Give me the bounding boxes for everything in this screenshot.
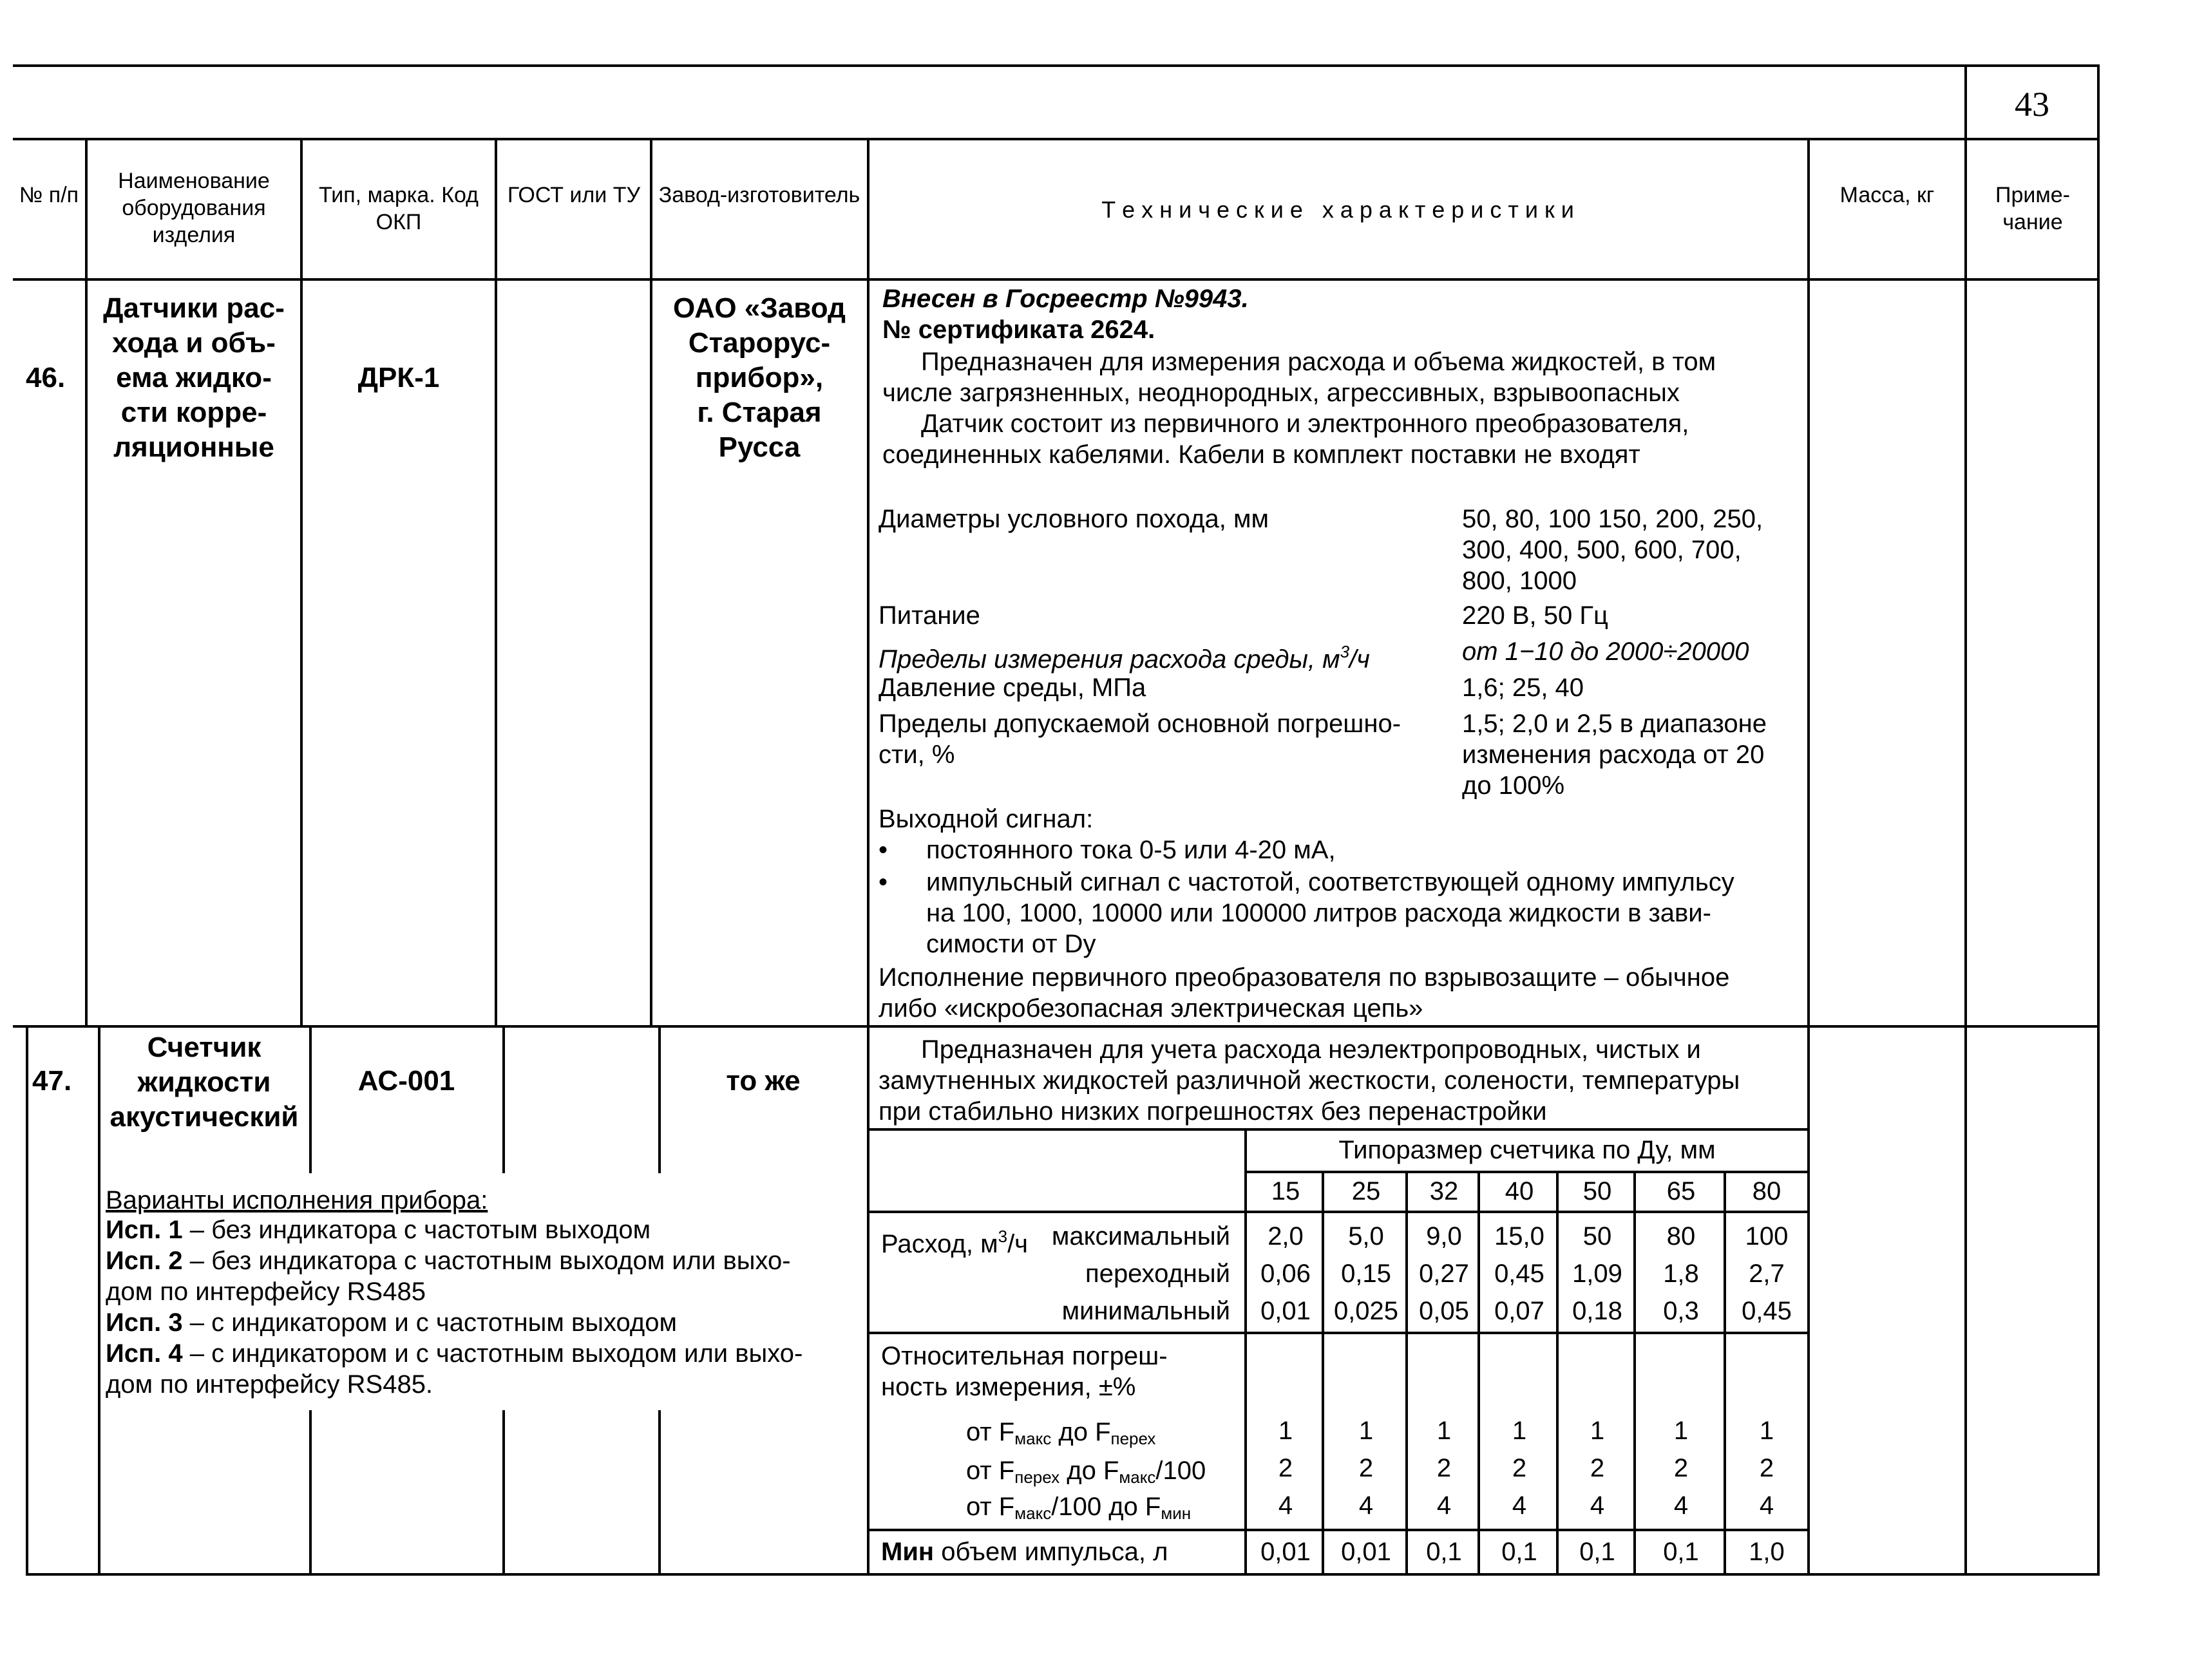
err-sub: мин xyxy=(1161,1504,1192,1523)
err-post: /100 xyxy=(1155,1457,1206,1485)
output-bullet: на 100, 1000, 10000 или 100000 литров расхода жидкости в зави- xyxy=(926,899,1711,927)
row47-name-line: жидкости xyxy=(137,1066,271,1098)
row46-name-line: ляционные xyxy=(113,431,274,463)
flow-cell: 0,07 xyxy=(1494,1297,1544,1325)
flow-cell: 0,06 xyxy=(1260,1260,1311,1288)
err-pre: от F xyxy=(966,1418,1015,1446)
size-cell: 65 xyxy=(1666,1177,1696,1205)
pulse-cell: 0,1 xyxy=(1663,1538,1699,1566)
row47-maker: то же xyxy=(726,1065,801,1097)
err-cell: 1 xyxy=(1436,1417,1452,1445)
size-header: Типоразмер счетчика по Ду, мм xyxy=(1338,1136,1716,1164)
spec-pressure-value: 1,6; 25, 40 xyxy=(1462,674,1584,702)
err-cell: 1 xyxy=(1590,1417,1605,1445)
row46-maker-line: Русса xyxy=(718,431,801,463)
err-cell: 1 xyxy=(1512,1417,1527,1445)
flow-cell: 100 xyxy=(1745,1222,1789,1251)
variant-bold: Исп. 2 xyxy=(106,1247,183,1275)
row46-desc-line: Предназначен для измерения расхода и объема жидкостей, в том xyxy=(921,348,1716,376)
err-cell: 1 xyxy=(1673,1417,1689,1445)
spec-range-value: от 1−10 до 2000÷20000 xyxy=(1462,637,1749,666)
err-sub: макс xyxy=(1014,1429,1052,1448)
err-cell: 4 xyxy=(1512,1491,1527,1520)
output-title: Выходной сигнал: xyxy=(879,805,1094,833)
pulse-cell: 0,1 xyxy=(1426,1538,1462,1566)
row46-desc-line: соединенных кабелями. Кабели в комплект поставки не входят xyxy=(882,440,1640,469)
exec-line: Исполнение первичного преобразователя по взрывозащите – обычное xyxy=(879,963,1730,992)
variant-line xyxy=(106,1276,859,1307)
variant-text: – с индикатором и с частотным выходом xyxy=(182,1308,677,1337)
spec-diam-label: Диаметры условного похода, мм xyxy=(879,505,1269,533)
size-cell: 25 xyxy=(1351,1177,1381,1205)
row46-name-line: хода и объ- xyxy=(112,327,276,359)
err-cell: 2 xyxy=(1278,1454,1293,1482)
size-cell: 40 xyxy=(1505,1177,1534,1205)
size-cell: 32 xyxy=(1429,1177,1459,1205)
err-cell: 2 xyxy=(1673,1454,1689,1482)
error-label: ность измерения, ±% xyxy=(881,1373,1136,1401)
header-tech: Т е х н и ч е с к и е х а р а к т е р и с т и к и xyxy=(1101,196,1574,223)
row46-maker xyxy=(653,291,866,465)
flow-cell: 0,18 xyxy=(1572,1297,1622,1325)
err-row-label xyxy=(966,1491,1191,1529)
spec-diam-value: 50, 80, 100 150, 200, 250, xyxy=(1462,505,1763,533)
spec-error-value: до 100% xyxy=(1462,771,1565,800)
flow-cell: 0,05 xyxy=(1419,1297,1469,1325)
spec-range-unit: /ч xyxy=(1349,645,1370,674)
spec-range-label-text: Пределы измерения расхода среды, м xyxy=(879,645,1340,674)
flow-cell: 0,45 xyxy=(1742,1297,1792,1325)
row47-desc-line: Предназначен для учета расхода неэлектропроводных, чистых и xyxy=(921,1035,1701,1064)
row47-name xyxy=(100,1030,308,1135)
flow-cell: 0,27 xyxy=(1419,1260,1469,1288)
variant-bold: Исп. 1 xyxy=(106,1216,183,1244)
err-cell: 1 xyxy=(1358,1417,1374,1445)
row46-certificate: № сертификата 2624. xyxy=(882,316,1155,344)
row46-maker-line: ОАО «Завод xyxy=(673,292,846,324)
flow-cell: 1,09 xyxy=(1572,1260,1622,1288)
err-cell: 4 xyxy=(1673,1491,1689,1520)
spec-diam-value: 300, 400, 500, 600, 700, xyxy=(1462,536,1742,564)
row47-desc-line: при стабильно низких погрешностях без перенастройки xyxy=(879,1097,1547,1126)
row46-name-line: сти корре- xyxy=(120,397,267,428)
flow-cell: 0,15 xyxy=(1341,1260,1391,1288)
header-note: Приме-чание xyxy=(1995,183,2070,234)
err-cell: 4 xyxy=(1278,1491,1293,1520)
flow-cell: 0,3 xyxy=(1663,1297,1699,1325)
pulse-label xyxy=(881,1536,1168,1567)
spec-error-label: сти, % xyxy=(879,741,955,769)
flow-label xyxy=(881,1221,1028,1260)
err-row-label xyxy=(966,1417,1155,1454)
header-num: № п/п xyxy=(19,183,79,207)
flow-cell: 0,01 xyxy=(1260,1297,1311,1325)
spec-range-sup: 3 xyxy=(1340,642,1350,661)
row46-name-line: Датчики рас- xyxy=(103,292,285,324)
err-mid: /100 до F xyxy=(1051,1493,1161,1521)
pulse-cell: 1,0 xyxy=(1749,1538,1785,1566)
variant-text: дом по интерфейсу RS485 xyxy=(106,1278,426,1306)
flow-cell: 50 xyxy=(1582,1222,1612,1251)
pulse-cell: 0,01 xyxy=(1341,1538,1391,1566)
err-cell: 2 xyxy=(1759,1454,1774,1482)
pulse-label-text: объем импульса, л xyxy=(934,1538,1168,1566)
spec-error-value: изменения расхода от 20 xyxy=(1462,741,1765,769)
err-sub: макс xyxy=(1119,1468,1156,1487)
err-cell: 1 xyxy=(1278,1417,1293,1445)
output-bullet: симости от Dy xyxy=(926,930,1096,958)
variant-text: – без индикатора с частотным выходом или выхо- xyxy=(182,1247,791,1275)
row46-registry: Внесен в Госреестр №9943. xyxy=(882,285,1249,313)
err-cell: 4 xyxy=(1590,1491,1605,1520)
output-bullet: импульсный сигнал с частотой, соответствующей одному импульсу xyxy=(926,868,1734,896)
flow-row-label: минимальный xyxy=(1061,1297,1230,1325)
flow-cell: 80 xyxy=(1666,1222,1696,1251)
err-cell: 4 xyxy=(1759,1491,1774,1520)
row46-type: ДРК-1 xyxy=(357,362,440,393)
flow-cell: 2,7 xyxy=(1749,1260,1785,1288)
variant-line xyxy=(106,1338,859,1369)
err-cell: 2 xyxy=(1436,1454,1452,1482)
row46-maker-line: прибор», xyxy=(695,362,824,393)
pulse-label-bold: Мин xyxy=(881,1538,935,1566)
row46-desc-line: числе загрязненных, неоднородных, агрессивных, взрывоопасных xyxy=(882,379,1680,407)
header-maker: Завод-изготовитель xyxy=(658,183,860,207)
err-mid: до F xyxy=(1051,1418,1111,1446)
row46-name-line: ема жидко- xyxy=(116,362,272,393)
row47-num: 47. xyxy=(32,1065,72,1097)
variant-text: – с индикатором и с частотным выходом или выхо- xyxy=(182,1339,803,1368)
row46-maker-line: г. Старая xyxy=(697,397,822,428)
row47-name-line: Счетчик xyxy=(147,1032,261,1063)
spec-diam-value: 800, 1000 xyxy=(1462,567,1577,595)
flow-label-text: Расход, м xyxy=(881,1230,998,1258)
err-pre: от F xyxy=(966,1493,1015,1521)
output-bullet: постоянного тока 0-5 или 4-20 мА, xyxy=(926,836,1336,864)
variant-text: – без индикатора с частотым выходом xyxy=(182,1216,651,1244)
spec-error-value: 1,5; 2,0 и 2,5 в диапазоне xyxy=(1462,710,1767,738)
flow-cell: 0,45 xyxy=(1494,1260,1544,1288)
spec-power-value: 220 В, 50 Гц xyxy=(1462,601,1608,630)
err-sub: макс xyxy=(1014,1504,1052,1523)
variant-text: дом по интерфейсу RS485. xyxy=(106,1370,433,1399)
err-cell: 2 xyxy=(1590,1454,1605,1482)
flow-cell: 0,025 xyxy=(1333,1297,1399,1325)
variant-bold: Исп. 4 xyxy=(106,1339,183,1368)
pulse-cell: 0,1 xyxy=(1579,1538,1615,1566)
err-cell: 4 xyxy=(1358,1491,1374,1520)
row47-type: АС-001 xyxy=(357,1065,455,1097)
pulse-cell: 0,1 xyxy=(1501,1538,1537,1566)
size-cell: 15 xyxy=(1271,1177,1300,1205)
spec-pressure-label: Давление среды, МПа xyxy=(879,674,1146,702)
flow-cell: 15,0 xyxy=(1494,1222,1544,1251)
variant-line xyxy=(106,1369,859,1400)
flow-cell: 5,0 xyxy=(1348,1222,1384,1251)
header-gost: ГОСТ или ТУ xyxy=(507,183,641,207)
exec-line: либо «искробезопасная электрическая цепь» xyxy=(879,994,1423,1023)
bullet-icon: • xyxy=(879,868,888,896)
err-pre: от F xyxy=(966,1457,1015,1485)
flow-cell: 2,0 xyxy=(1268,1222,1304,1251)
variant-line xyxy=(106,1214,859,1245)
row46-maker-line: Старорус- xyxy=(688,327,831,359)
flow-sup: 3 xyxy=(998,1227,1008,1246)
err-mid: до F xyxy=(1059,1457,1119,1485)
bullet-icon: • xyxy=(879,836,888,864)
size-cell: 80 xyxy=(1752,1177,1781,1205)
error-label: Относительная погреш- xyxy=(881,1342,1168,1370)
variant-line xyxy=(106,1307,859,1338)
err-sub: перех xyxy=(1110,1429,1156,1448)
flow-unit: /ч xyxy=(1007,1230,1029,1258)
flow-row-label: переходный xyxy=(1085,1260,1230,1288)
variants-title: Варианты исполнения прибора: xyxy=(106,1186,488,1214)
row46-num: 46. xyxy=(26,362,66,393)
pulse-cell: 0,01 xyxy=(1260,1538,1311,1566)
row47-name-line: акустический xyxy=(109,1101,299,1133)
row47-desc-line: замутненных жидкостей различной жесткости, солености, температуры xyxy=(879,1066,1740,1095)
page-number: 43 xyxy=(2015,85,2049,124)
spec-power-label: Питание xyxy=(879,601,980,630)
row46-name xyxy=(90,291,298,465)
variant-line xyxy=(106,1245,859,1276)
err-cell: 2 xyxy=(1358,1454,1374,1482)
header-type: Тип, марка. Код ОКП xyxy=(319,183,479,234)
variant-bold: Исп. 3 xyxy=(106,1308,183,1337)
err-row-label xyxy=(966,1455,1206,1493)
flow-row-label: максимальный xyxy=(1051,1222,1230,1251)
size-cell: 50 xyxy=(1582,1177,1612,1205)
err-cell: 4 xyxy=(1436,1491,1452,1520)
row46-desc-line: Датчик состоит из первичного и электронного преобразователя, xyxy=(921,410,1689,438)
spec-range-label xyxy=(879,636,1370,675)
err-cell: 1 xyxy=(1759,1417,1774,1445)
spec-error-label: Пределы допускаемой основной погрешно- xyxy=(879,710,1401,738)
flow-cell: 1,8 xyxy=(1663,1260,1699,1288)
variants-list xyxy=(106,1214,859,1400)
header-name: Наименование оборудования изделия xyxy=(118,169,270,247)
flow-cell: 9,0 xyxy=(1426,1222,1462,1251)
err-sub: перех xyxy=(1014,1468,1060,1487)
header-mass: Масса, кг xyxy=(1839,183,1935,207)
err-cell: 2 xyxy=(1512,1454,1527,1482)
